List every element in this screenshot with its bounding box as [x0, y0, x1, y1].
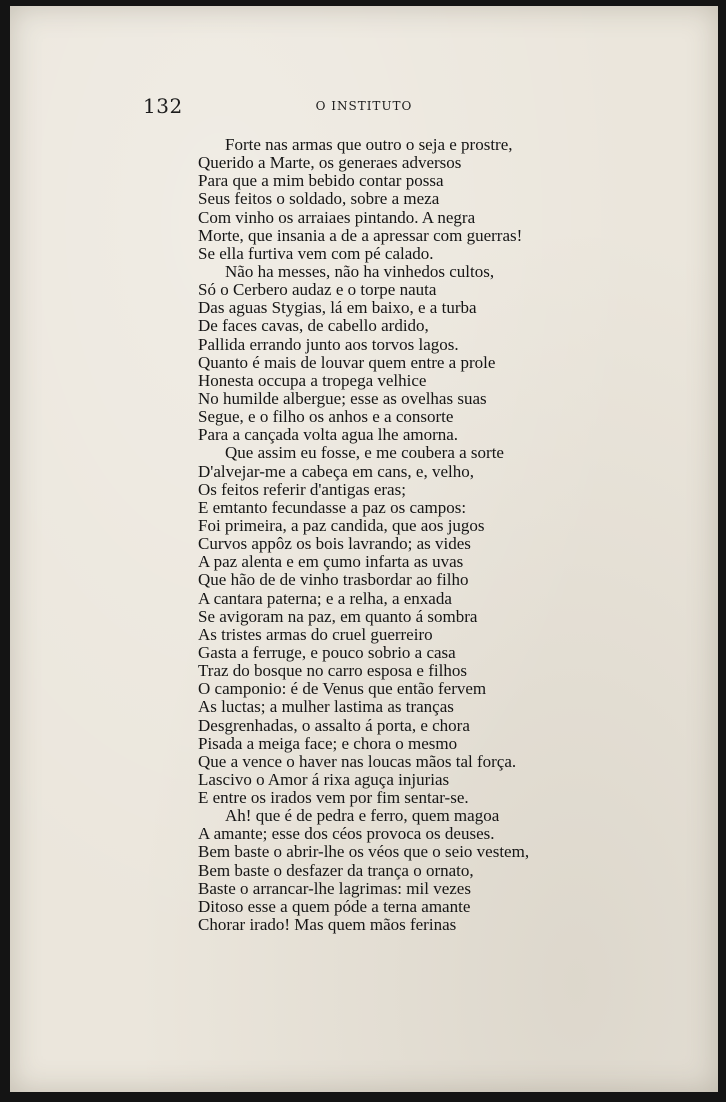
poem-line: Traz do bosque no carro esposa e filhos — [198, 661, 467, 681]
poem-line: Se avigoram na paz, em quanto á sombra — [198, 606, 478, 626]
poem-text — [198, 136, 598, 934]
poem-line: A paz alenta e em çumo infarta as uvas — [198, 552, 464, 572]
scanned-page — [10, 6, 718, 1092]
poem-line: Morte, que insania a de a apressar com guerras! — [198, 225, 523, 245]
page-header — [10, 94, 718, 118]
poem-line: Pisada a meiga face; e chora o mesmo — [198, 733, 458, 753]
poem-line: Ah! que é de pedra e ferro, quem magoa — [225, 806, 500, 826]
poem-line: Querido a Marte, os generaes adversos — [198, 153, 462, 173]
poem-line: A amante; esse dos céos provoca os deuses. — [198, 824, 495, 844]
poem-line: Baste o arrancar-lhe lagrimas: mil vezes — [198, 878, 471, 898]
poem-line: Honesta occupa a tropega velhice — [198, 370, 427, 390]
poem-line: De faces cavas, de cabello ardido, — [198, 316, 429, 336]
poem-line: A cantara paterna; e a relha, a enxada — [198, 588, 452, 608]
poem-line: Lascivo o Amor á rixa aguça injurias — [198, 769, 450, 789]
poem-line: E emtanto fecundasse a paz os campos: — [198, 497, 467, 517]
poem-line: Curvos appôz os bois lavrando; as vides — [198, 534, 471, 554]
poem-line: Só o Cerbero audaz e o torpe nauta — [198, 280, 437, 300]
poem-line: Que hão de de vinho trasbordar ao filho — [198, 570, 469, 590]
poem-line: Chorar irado! Mas quem mãos ferinas — [198, 915, 457, 935]
poem-line: Que assim eu fosse, e me coubera a sorte — [225, 443, 504, 463]
poem-line: Não ha messes, não ha vinhedos cultos, — [225, 261, 495, 281]
poem-line: Das aguas Stygias, lá em baixo, e a turba — [198, 298, 477, 318]
poem-line: Segue, e o filho os anhos e a consorte — [198, 407, 454, 427]
poem-line: As tristes armas do cruel guerreiro — [198, 624, 433, 644]
poem-line: E entre os irados vem por fim sentar-se. — [198, 788, 469, 808]
poem-line: O camponio: é de Venus que então fervem — [198, 679, 487, 699]
poem-line: Se ella furtiva vem com pé calado. — [198, 243, 434, 263]
poem-line: No humilde albergue; esse as ovelhas suas — [198, 388, 487, 408]
poem-line: Foi primeira, a paz candida, que aos jugos — [198, 515, 485, 535]
poem-line: Pallida errando junto aos torvos lagos. — [198, 334, 459, 354]
poem-line: Com vinho os arraiaes pintando. A negra — [198, 207, 476, 227]
poem-line: Para que a mim bebido contar possa — [198, 171, 444, 191]
poem-line: Quanto é mais de louvar quem entre a prole — [198, 352, 496, 372]
poem-line: Para a cançada volta agua lhe amorna. — [198, 425, 459, 445]
poem-line: Forte nas armas que outro o seja e prostre, — [225, 135, 513, 154]
poem-line: Bem baste o abrir-lhe os véos que o seio vestem, — [198, 842, 530, 862]
poem-line: Gasta a ferruge, e pouco sobrio a casa — [198, 642, 456, 662]
poem-line: As luctas; a mulher lastima as tranças — [198, 697, 454, 717]
poem-line: D'alvejar-me a cabeça em cans, e, velho, — [198, 461, 474, 481]
poem-line: Ditoso esse a quem póde a terna amante — [198, 896, 471, 916]
poem-line: Os feitos referir d'antigas eras; — [198, 479, 406, 499]
poem-line: Seus feitos o soldado, sobre a meza — [198, 189, 440, 209]
poem-line: Que a vence o haver nas loucas mãos tal força. — [198, 751, 517, 771]
poem-line: Desgrenhadas, o assalto á porta, e chora — [198, 715, 470, 735]
running-title: O INSTITUTO — [315, 99, 413, 113]
poem-line: Bem baste o desfazer da trança o ornato, — [198, 860, 474, 880]
page-number: 132 — [143, 94, 183, 118]
